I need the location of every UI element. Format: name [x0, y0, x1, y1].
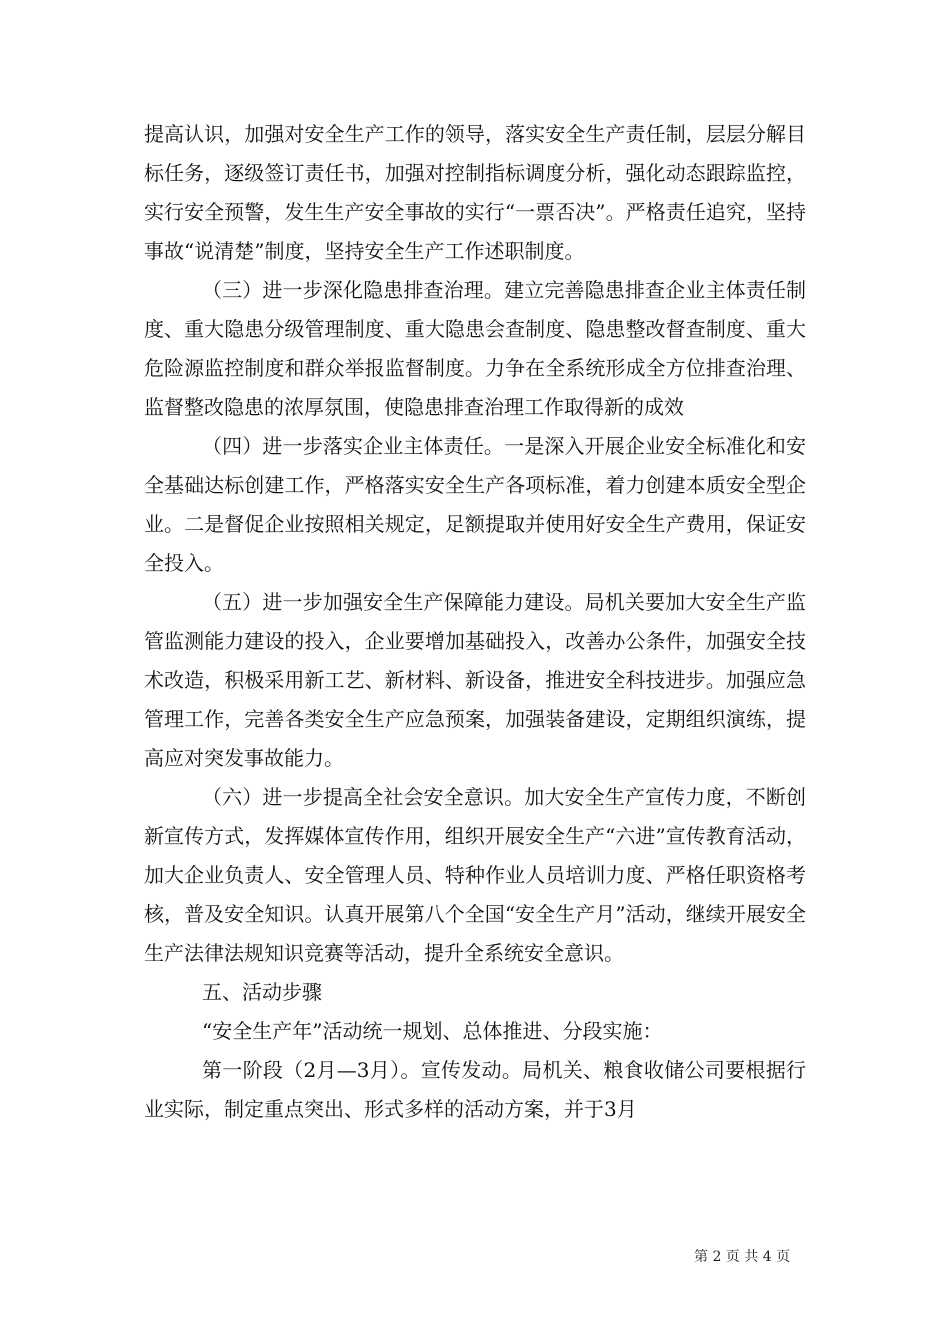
- section-heading-activity-steps: 五、活动步骤: [202, 980, 322, 1004]
- paragraph-plan: “安全生产年”活动统一规划、总体推进、分段实施：: [202, 1019, 663, 1043]
- paragraph-section-five: （五）进一步加强安全生产保障能力建设。局机关要加大安全生产监管监测能力建设的投入，企业要增加基础投入，改善办公条件，加强安全技术改造，积极采用新工艺、新材料、新设备，推进安全科技进步。加强应急管理工作，完善各类安全生产应急预案，加强装备建设，定期组织演练，提高应对突发事故能力。: [144, 590, 806, 770]
- paragraph-section-six: （六）进一步提高全社会安全意识。加大安全生产宣传力度，不断创新宣传方式，发挥媒体宣传作用，组织开展安全生产“六进”宣传教育活动，加大企业负责人、安全管理人员、特种作业人员培训力度、严格任职资格考核，普及安全知识。认真开展第八个全国“安全生产月”活动，继续开展安全生产法律法规知识竞赛等活动，提升全系统安全意识。: [144, 785, 806, 965]
- paragraph-continuation: 提高认识，加强对安全生产工作的领导，落实安全生产责任制，层层分解目标任务，逐级签订责任书，加强对控制指标调度分析，强化动态跟踪监控，实行安全预警，发生生产安全事故的实行“一票否决”。严格责任追究，坚持事故“说清楚”制度，坚持安全生产工作述职制度。: [144, 122, 806, 263]
- page-number-footer: 第 2 页 共 4 页: [694, 1249, 791, 1265]
- paragraph-section-four: （四）进一步落实企业主体责任。一是深入开展企业安全标准化和安全基础达标创建工作，严格落实安全生产各项标准，着力创建本质安全型企业。二是督促企业按照相关规定，足额提取并使用好安全生产费用，保证安全投入。: [144, 434, 806, 575]
- paragraph-section-three: （三）进一步深化隐患排查治理。建立完善隐患排查企业主体责任制度、重大隐患分级管理制度、重大隐患会查制度、隐患整改督查制度、重大危险源监控制度和群众举报监督制度。力争在全系统形成全方位排查治理、监督整改隐患的浓厚氛围，使隐患排查治理工作取得新的成效: [144, 278, 806, 419]
- paragraph-stage-one: 第一阶段（2月—3月）。宣传发动。局机关、粮食收储公司要根据行业实际，制定重点突出、形式多样的活动方案，并于3月: [144, 1058, 806, 1121]
- document-body: [144, 115, 806, 1129]
